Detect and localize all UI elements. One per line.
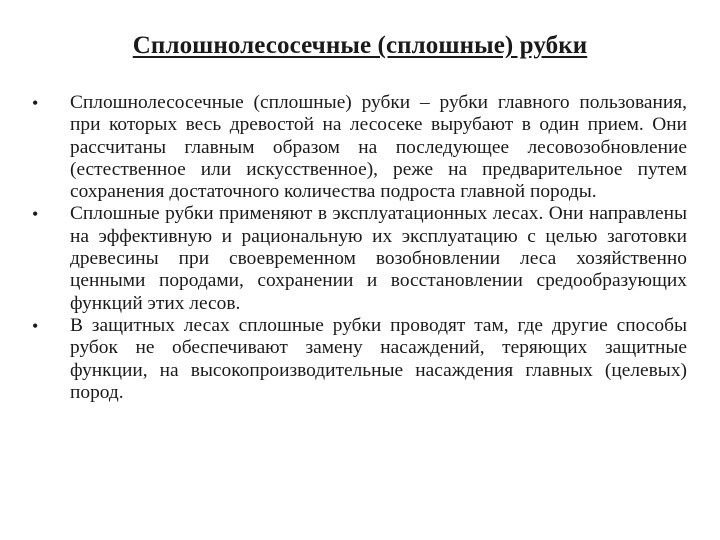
slide-title: Сплошнолесосечные (сплошные) рубки	[132, 32, 588, 59]
bullet-icon: •	[32, 93, 39, 113]
bullet-item-2	[32, 203, 687, 314]
bullet-text-3: В защитных лесах сплошные рубки проводят там, где другие способы рубок не обеспечивают замену насаждений, теряющих защитные функции, на высокопроизводительные насаждения главных (целевых) пород.	[70, 314, 687, 403]
bullet-item-1	[32, 92, 687, 203]
bullet-text-2: Сплошные рубки применяют в эксплуатационных лесах. Они направлены на эффективную и рациональную их эксплуатацию с целью заготовки древесины при своевременном возобновлении леса хозяйственно ценными породами, сохранении и восстановлении средообразующих функций этих лесов.	[70, 203, 687, 314]
bullet-item-3	[32, 315, 687, 404]
bullet-icon: •	[32, 204, 39, 225]
bullet-icon: •	[32, 315, 39, 336]
bullet-text-1: Сплошнолесосечные (сплошные) рубки – рубки главного пользования, при которых весь древостой на лесосеке вырубают в один прием. Они рассчитаны главным образом на последующее лесовозобновление (естественное или искусственное), реже на предварительное путем сохранения достаточного количества подроста главной породы.	[70, 92, 687, 203]
bullet-list	[32, 92, 687, 404]
